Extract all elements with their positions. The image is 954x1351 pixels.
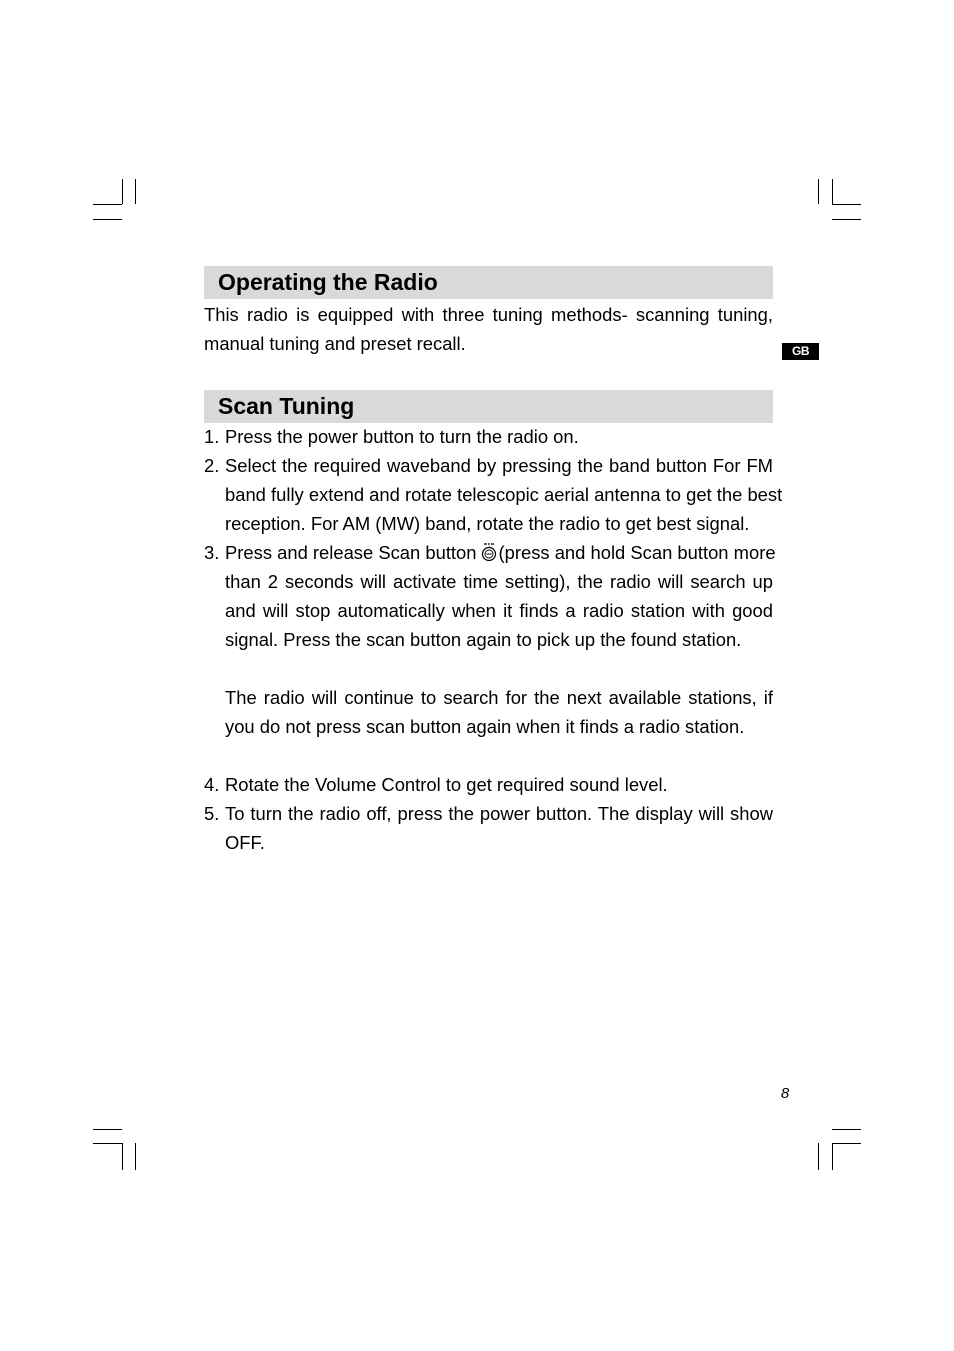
- step-line: OFF.: [225, 832, 265, 853]
- crop-mark: [818, 179, 819, 204]
- step-line: than 2 seconds will activate time setting), the radio will search up: [225, 571, 773, 592]
- paragraph-line: manual tuning and preset recall.: [204, 333, 466, 354]
- step-line: Select the required waveband by pressing the band button For FM: [225, 455, 773, 476]
- crop-mark: [135, 1143, 136, 1170]
- crop-mark: [832, 1129, 861, 1130]
- step-number: 3.: [204, 542, 220, 563]
- step-line: and will stop automatically when it finds a radio station with good: [225, 600, 773, 621]
- crop-mark: [122, 179, 123, 204]
- step-line: To turn the radio off, press the power button. The display will show: [225, 803, 773, 824]
- step-text: Press and release Scan button: [225, 542, 477, 563]
- crop-mark: [135, 179, 136, 204]
- crop-mark: [93, 204, 122, 205]
- list-item: [204, 451, 783, 538]
- crop-mark: [832, 179, 833, 204]
- step-note-line: The radio will continue to search for the next available stations, if: [225, 687, 773, 708]
- section-heading-operating: Operating the Radio: [204, 266, 773, 299]
- crop-mark: [93, 1129, 122, 1130]
- step-line: signal. Press the scan button again to pick up the found station.: [225, 629, 742, 650]
- page-number: 8: [780, 1085, 790, 1102]
- crop-mark: [93, 219, 122, 220]
- list-item: [204, 422, 773, 451]
- step-line: Rotate the Volume Control to get required sound level.: [225, 774, 668, 795]
- crop-mark: [93, 1143, 122, 1144]
- step-note-line: you do not press scan button again when it finds a radio station.: [225, 716, 745, 737]
- crop-mark: [832, 1143, 833, 1170]
- list-item: [204, 799, 773, 857]
- step-line: band fully extend and rotate telescopic aerial antenna to get the best: [225, 484, 783, 505]
- step-line: reception. For AM (MW) band, rotate the radio to get best signal.: [225, 513, 750, 534]
- step-number: 2.: [204, 455, 220, 476]
- language-badge: GB: [782, 343, 819, 360]
- intro-paragraph: [204, 300, 773, 358]
- list-item: [204, 770, 773, 799]
- crop-mark: [832, 204, 861, 205]
- list-item: [204, 538, 776, 770]
- crop-mark: [818, 1143, 819, 1170]
- step-text: (press and hold Scan button more: [498, 542, 776, 563]
- step-number: 1.: [204, 426, 220, 447]
- paragraph-line: This radio is equipped with three tuning methods- scanning tuning,: [204, 304, 773, 325]
- crop-mark: [122, 1143, 123, 1170]
- step-line: Press the power button to turn the radio on.: [225, 426, 579, 447]
- steps-list: [204, 422, 783, 857]
- step-line-with-icon: [225, 538, 776, 567]
- crop-mark: [832, 1143, 861, 1144]
- step-number: 4.: [204, 774, 220, 795]
- scan-timer-icon: [480, 541, 498, 563]
- section-heading-scan-tuning: Scan Tuning: [204, 390, 773, 423]
- crop-mark: [832, 219, 861, 220]
- step-number: 5.: [204, 803, 220, 824]
